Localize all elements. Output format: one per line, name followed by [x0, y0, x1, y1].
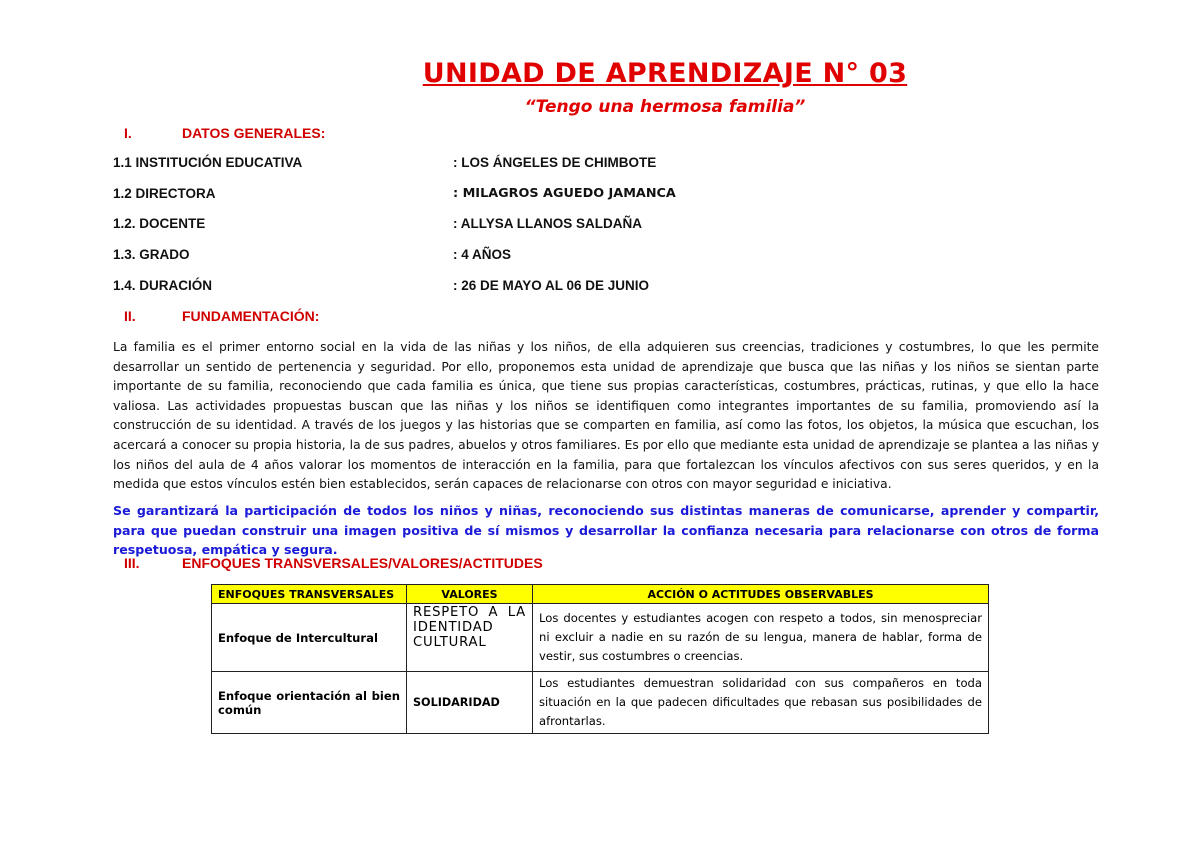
cell-accion: Los docentes y estudiantes acogen con respeto a todos, sin menospreciar ni excluir a nadie en su razón de su lengua, manera de hablar, forma de vestir, sus costumbres o creencias. [533, 604, 989, 672]
row-label: 1.1 INSTITUCIÓN EDUCATIVA [113, 155, 303, 170]
row-label: 1.4. DURACIÓN [113, 278, 213, 293]
unit-subtitle: “Tengo una hermosa familia” [524, 97, 806, 117]
unit-title: UNIDAD DE APRENDIZAJE N° 03 [422, 58, 908, 89]
datos-row-docente [113, 216, 642, 231]
cell-enfoque: Enfoque de Intercultural [212, 604, 407, 672]
row-label: 1.3. GRADO [113, 247, 190, 262]
cell-valor: RESPETO A LA IDENTIDAD CULTURAL [407, 604, 533, 672]
fundamentacion-highlight: Se garantizará la participación de todos los niños y niñas, reconociendo sus distintas maneras de comunicarse, aprender y compartir, para que puedan construir una imagen positiva de sí mismos y desarrollar la confianza necesaria para relacionarse con otros de forma respetuosa, empática y segura. [113, 503, 1099, 558]
table-header-row [212, 585, 989, 604]
row-label: 1.2. DOCENTE [113, 216, 206, 231]
cell-accion: Los estudiantes demuestran solidaridad con sus compañeros en toda situación en la que padecen dificultades que rebasan sus posibilidades de afrontarlas. [533, 672, 989, 734]
datos-row-duracion [113, 278, 650, 293]
row-value: : 26 DE MAYO AL 06 DE JUNIO [453, 278, 650, 293]
section-label: FUNDAMENTACIÓN: [182, 308, 320, 324]
section-label: ENFOQUES TRANSVERSALES/VALORES/ACTITUDES [182, 555, 543, 571]
table-row [212, 604, 989, 672]
table-row [212, 672, 989, 734]
cell-valor: SOLIDARIDAD [407, 672, 533, 734]
header-enfoques: ENFOQUES TRANSVERSALES [212, 585, 407, 604]
section-number: I. [124, 125, 132, 141]
row-value: : 4 AÑOS [453, 247, 512, 262]
header-valores: VALORES [407, 585, 533, 604]
section-number: II. [124, 308, 136, 324]
datos-row-institucion [113, 155, 657, 170]
row-label: 1.2 DIRECTORA [113, 186, 216, 201]
fundamentacion-paragraph: La familia es el primer entorno social en la vida de las niñas y los niños, de ella adquieren sus creencias, tradiciones y costumbres, lo que les permite desarrollar un sentido de pertenencia y seguridad. Por ello, proponemos esta unidad de aprendizaje que busca que las niñas y los niños se sientan parte importante de su familia, reconociendo que cada familia es única, que tiene sus propias características, costumbres, prácticas, rutinas, y que ello la hace valiosa. Las actividades propuestas buscan que las niñas y los niños se identifiquen como integrantes importantes de su familia, promoviendo así la construcción de su identidad. A través de los juegos y las historias que se comparten en familia, así como las fotos, los objetos, la música que escuchan, los acercará a conocer su propia historia, la de sus padres, abuelos y otros familiares. Es por ello que mediante esta unidad de aprendizaje se plantea a las niñas y los niños del aula de 4 años valorar los momentos de interacción en la familia, para que fortalezcan los vínculos afectivos con sus seres queridos, y en la medida que estos vínculos estén bien establecidos, serán capaces de relacionarse con otros con mayor seguridad e iniciativa. [113, 340, 1099, 492]
row-value: : LOS ÁNGELES DE CHIMBOTE [453, 155, 657, 170]
row-value: : ALLYSA LLANOS SALDAÑA [453, 216, 642, 231]
header-accion: ACCIÓN O ACTITUDES OBSERVABLES [533, 585, 989, 604]
section-label: DATOS GENERALES: [182, 125, 326, 141]
enfoques-table [211, 584, 989, 734]
datos-row-directora [113, 186, 676, 201]
row-value: : MILAGROS AGUEDO JAMANCA [453, 186, 676, 201]
cell-enfoque: Enfoque orientación al bien común [212, 672, 407, 734]
section-number: III. [124, 555, 140, 571]
datos-row-grado [113, 247, 512, 262]
